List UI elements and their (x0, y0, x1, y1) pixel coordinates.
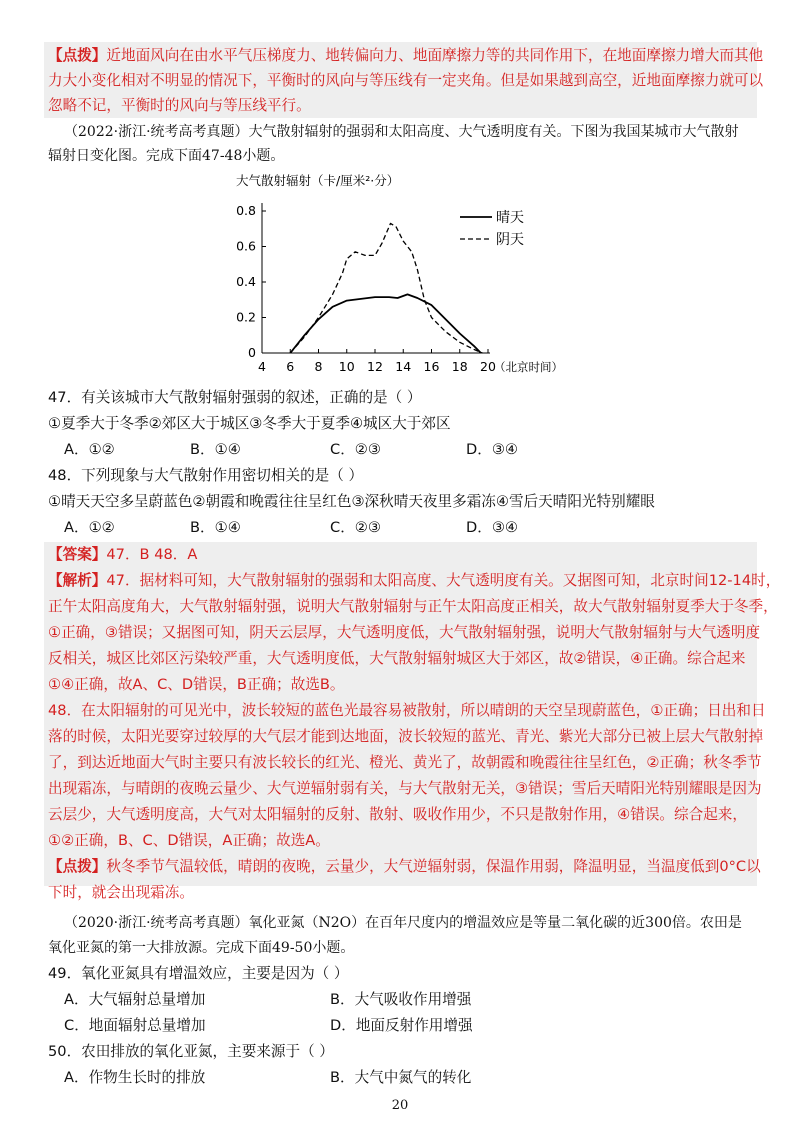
option-b[interactable]: B．①④ (190, 441, 241, 458)
question-intro: 氧化亚氮的第一大排放源。完成下面49-50小题。 (48, 940, 355, 956)
option-c[interactable]: C．②③ (330, 519, 381, 536)
analysis-line: 48．在太阳辐射的可见光中，波长较短的蓝色光最容易被散射，所以晴朗的天空呈现蔚蓝色，①正确；日出和日 (48, 702, 766, 719)
x-tick-label: 10 (338, 359, 355, 374)
analysis-line: 反相关，城区比郊区污染较严重，大气透明度低，大气散射辐射城区大于郊区，故②错误，④正确。综合起来 (48, 650, 746, 667)
option-b[interactable]: B．大气中氮气的转化 (330, 1069, 472, 1086)
y-tick-label: 0.6 (236, 238, 256, 254)
analysis-line: ①④正确，故A、C、D错误，B正确；故选B。 (48, 676, 345, 693)
x-tick-label: 12 (367, 359, 383, 374)
analysis-line: ①正确，③错误；又据图可知，阴天云层厚，大气透明度低，大气散射辐射强，说明大气散射辐射与大气透明度 (48, 624, 761, 641)
tip-line: 【点拨】秋冬季节气温较低，晴朗的夜晚，云量少，大气逆辐射弱，保温作用弱，降温明显，当温度低到0°C以 (48, 858, 761, 875)
option-a[interactable]: A．①② (64, 519, 115, 536)
legend-label: 阴天 (496, 232, 524, 248)
option-d[interactable]: D．③④ (466, 441, 518, 458)
scatter-radiation-chart (228, 170, 588, 380)
option-a[interactable]: A．①② (64, 441, 115, 458)
x-tick-label: 4 (258, 359, 266, 374)
question-stem: 47．有关该城市大气散射辐射强弱的叙述，正确的是（ ） (48, 389, 422, 406)
y-tick-label: 0.4 (236, 274, 256, 289)
analysis-line: 正午太阳高度角大，大气散射辐射强，说明大气散射辐射与正午太阳高度正相关，故大气散射辐射夏季大于冬季， (48, 598, 778, 615)
question-stem: 50．农田排放的氧化亚氮，主要来源于（ ） (48, 1043, 334, 1060)
tip-line: 力大小变化相对不明显的情况下，平衡时的风向与等压线有一定夹角。但是如果越到高空，近地面摩擦力就可以 (48, 72, 764, 89)
x-tick-label: 18 (451, 359, 468, 374)
tip-tag: 【点拨】 (48, 47, 107, 64)
y-axis-label: 大气散射辐射（卡/厘米²·分） (236, 173, 400, 188)
option-c[interactable]: C．②③ (330, 441, 381, 458)
tip-line: 【点拨】近地面风向在由水平气压梯度力、地转偏向力、地面摩擦力等的共同作用下，在地面摩擦力增大而其他 (48, 47, 764, 64)
answer-tag: 【答案】 (48, 546, 107, 563)
tip-line: 下时，就会出现霜冻。 (48, 884, 194, 901)
x-tick-label: 6 (286, 359, 295, 374)
analysis-line: 了，到达近地面大气时主要只有波长较长的红光、橙光、黄光了，故朝霞和晚霞往往呈红色，②正确；秋冬季节 (48, 754, 762, 771)
x-tick-label: 8 (314, 359, 323, 374)
option-a[interactable]: A．大气辐射总量增加 (64, 991, 206, 1008)
analysis-tag: 【解析】 (48, 572, 107, 589)
x-tick-label: 16 (423, 359, 440, 374)
analysis-line: 【解析】47．据材料可知，大气散射辐射的强弱和太阳高度、大气透明度有关。又据图可知，北京时间12-14时， (48, 572, 781, 589)
analysis-line: ①②正确，B、C、D错误，A正确；故选A。 (48, 832, 330, 849)
x-axis-label: （北京时间） (494, 360, 563, 374)
question-stem: 49．氧化亚氮具有增温效应，主要是因为（ ） (48, 965, 349, 982)
page-number: 20 (391, 1098, 409, 1113)
x-tick-label: 20 (480, 359, 496, 374)
y-tick-label: 0.8 (236, 203, 256, 218)
question-intro: 辐射日变化图。完成下面47-48小题。 (48, 148, 285, 164)
analysis-line: 出现霜冻，与晴朗的夜晚云量少、大气逆辐射弱有关，与大气散射无关，③错误；雪后天晴阳光特别耀眼是因为 (48, 780, 762, 797)
analysis-line: 落的时候，太阳光要穿过较厚的大气层才能到达地面，波长较短的蓝光、青光、紫光大部分已被上层大气散射掉 (48, 728, 764, 745)
question-intro: （2022·浙江·统考高考真题）大气散射辐射的强弱和太阳高度、大气透明度有关。下图为我国某城市大气散射 (64, 124, 739, 140)
series-line-overcast (290, 223, 482, 353)
x-tick-label: 14 (395, 359, 412, 374)
tip-line: 忽略不记，平衡时的风向与等压线平行。 (48, 97, 311, 114)
question-intro: （2020·浙江·统考高考真题）氧化亚氮（N2O）在百年尺度内的增温效应是等量二氧化碳的近300倍。农田是 (64, 915, 742, 931)
option-b[interactable]: B．大气吸收作用增强 (330, 991, 472, 1008)
option-d[interactable]: D．地面反射作用增强 (330, 1017, 473, 1034)
answer-line: 【答案】47．B 48．A (48, 546, 198, 563)
question-stem: 48．下列现象与大气散射作用密切相关的是（ ） (48, 467, 364, 484)
series-line-sunny (290, 294, 481, 353)
legend-label: 晴天 (496, 210, 524, 226)
y-tick-label: 0.2 (236, 309, 256, 325)
analysis-line: 云层少，大气透明度高，大气对太阳辐射的反射、散射、吸收作用少，不只是散射作用，④错误。综合起来， (48, 806, 747, 823)
question-items: ①晴天天空多呈蔚蓝色②朝霞和晚霞往往呈红色③深秋晴天夜里多霜冻④雪后天晴阳光特别耀眼 (48, 493, 655, 510)
option-c[interactable]: C．地面辐射总量增加 (64, 1017, 206, 1034)
tip-tag: 【点拨】 (48, 858, 107, 875)
option-d[interactable]: D．③④ (466, 519, 518, 536)
option-b[interactable]: B．①④ (190, 519, 241, 536)
y-tick-label: 0 (248, 345, 256, 360)
option-a[interactable]: A．作物生长时的排放 (64, 1069, 206, 1086)
question-items: ①夏季大于冬季②郊区大于城区③冬季大于夏季④城区大于郊区 (48, 415, 451, 432)
